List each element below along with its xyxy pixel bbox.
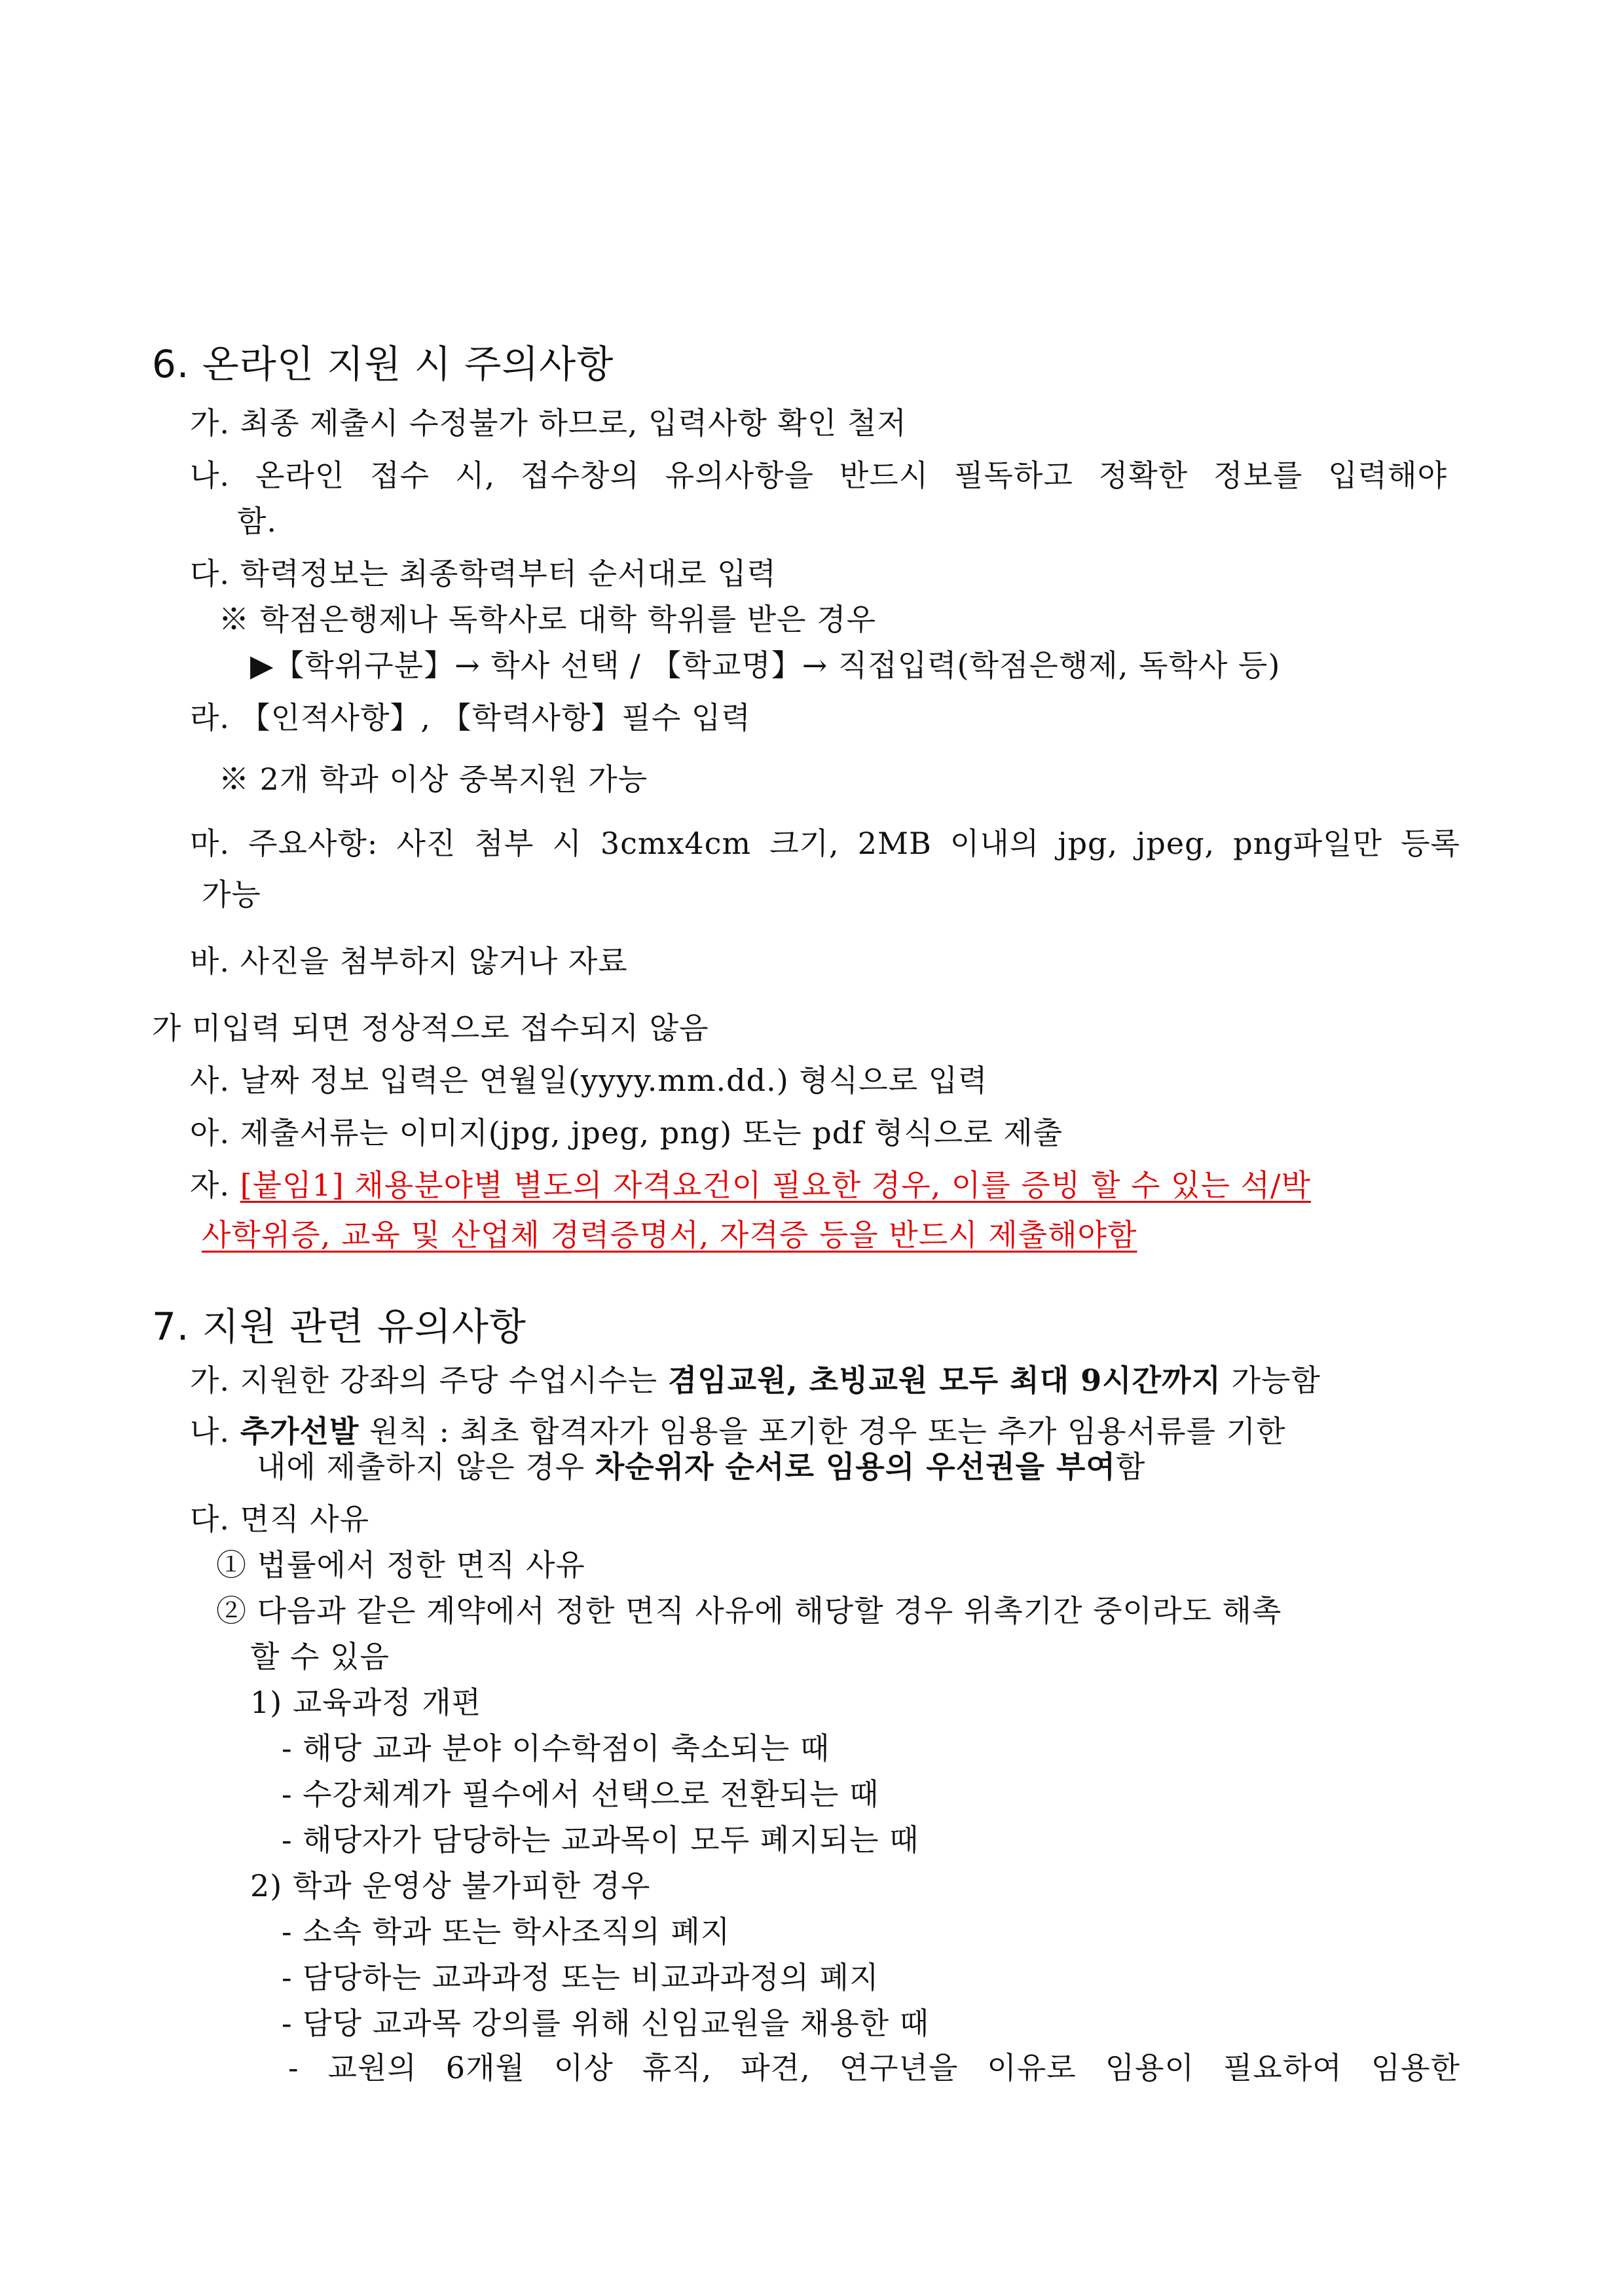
section-7-item-1: ① 법률에서 정한 면직 사유 bbox=[216, 1547, 585, 1583]
section-6-item-ma-line1: 마. 주요사항: 사진 첨부 시 3cmx4cm 크기, 2MB 이내의 jpg, jpeg, png파일만 등록 bbox=[190, 826, 1460, 861]
section-7-sub-2-item: - 담당하는 교과과정 또는 비교과과정의 폐지 bbox=[282, 1960, 879, 1995]
section-7-item-na-bold2: 차순위자 순서로 임용의 우선권을 부여 bbox=[595, 1449, 1116, 1484]
section-7-sub-2-item: - 소속 학과 또는 학사조직의 폐지 bbox=[282, 1914, 731, 1949]
section-6-title: 6. 온라인 지원 시 주의사항 bbox=[152, 342, 614, 386]
section-6-item-ja-highlight-2: 사학위증, 교육 및 산업체 경력증명서, 자격증 등을 반드시 제출해야함 bbox=[202, 1217, 1137, 1253]
section-7-item-na-text1: 원칙 : 최초 합격자가 임용을 포기한 경우 또는 추가 임용서류를 기한 bbox=[359, 1414, 1286, 1449]
section-6-item-na-line1: 나. 온라인 접수 시, 접수창의 유의사항을 반드시 필독하고 정확한 정보를 입력해야 bbox=[190, 458, 1447, 493]
section-6-item-ba-line2: 가 미입력 되면 정상적으로 접수되지 않음 bbox=[152, 1010, 709, 1046]
section-7-item-2-line2: 할 수 있음 bbox=[250, 1639, 390, 1674]
section-7-sub-2-item: - 교원의 6개월 이상 휴직, 파견, 연구년을 이유로 임용이 필요하여 임용한 bbox=[288, 2050, 1460, 2085]
section-7-item-na-bold1: 추가선발 bbox=[240, 1414, 360, 1449]
section-7-item-na-end: 함 bbox=[1115, 1449, 1146, 1484]
section-7-item-ga-text: 가. 지원한 강좌의 주당 수업시수는 bbox=[190, 1363, 668, 1398]
section-7-sub-1-item: - 수강체계가 필수에서 선택으로 전환되는 때 bbox=[282, 1776, 879, 1812]
section-6-item-da: 다. 학력정보는 최종학력부터 순서대로 입력 bbox=[190, 556, 777, 591]
section-6-item-ra: 라. 【인적사항】, 【학력사항】필수 입력 bbox=[190, 700, 751, 735]
section-7-item-na-text2: 내에 제출하지 않은 경우 bbox=[257, 1449, 595, 1484]
section-7-item-da: 다. 면직 사유 bbox=[190, 1501, 370, 1537]
section-7-item-ga bbox=[190, 1361, 1321, 1400]
section-6-item-ja-prefix: 자. bbox=[190, 1167, 240, 1203]
section-7-sub-1: 1) 교육과정 개편 bbox=[250, 1685, 482, 1720]
section-6-item-ja-line1 bbox=[190, 1166, 1311, 1205]
section-7-item-na-prefix: 나. bbox=[190, 1414, 240, 1449]
section-7-sub-1-item: - 해당 교과 분야 이수학점이 축소되는 때 bbox=[282, 1731, 830, 1766]
section-7-title: 7. 지원 관련 유의사항 bbox=[152, 1304, 526, 1349]
section-7-sub-1-item: - 해당자가 담당하는 교과목이 모두 폐지되는 때 bbox=[282, 1822, 919, 1858]
section-6-item-ba-line1: 바. 사진을 첨부하지 않거나 자료 bbox=[190, 944, 628, 979]
section-6-item-da-note: ※ 학점은행제나 독학사로 대학 학위를 받은 경우 bbox=[219, 602, 877, 637]
section-7-item-na-line2 bbox=[257, 1447, 1145, 1486]
section-7-sub-2: 2) 학과 운영상 불가피한 경우 bbox=[250, 1868, 651, 1903]
section-7-item-ga-bold: 겸임교원, 초빙교원 모두 최대 9시간까지 bbox=[667, 1363, 1221, 1398]
section-6-item-ra-note: ※ 2개 학과 이상 중복지원 가능 bbox=[219, 762, 648, 797]
section-6-item-ma-line2: 가능 bbox=[202, 877, 261, 912]
section-7-item-2-line1: ② 다음과 같은 계약에서 정한 면직 사유에 해당할 경우 위촉기간 중이라도 해촉 bbox=[216, 1593, 1282, 1628]
section-7-item-na-line1 bbox=[190, 1412, 1286, 1451]
section-6-item-na-line2: 함. bbox=[237, 504, 278, 539]
section-6-item-ja-line2 bbox=[202, 1215, 1137, 1255]
section-6-item-ja-highlight-1: [붙임1] 채용분야별 별도의 자격요건이 필요한 경우, 이를 증빙 할 수 있는 석/박 bbox=[240, 1167, 1311, 1203]
section-6-item-ga: 가. 최종 제출시 수정불가 하므로, 입력사항 확인 철저 bbox=[190, 405, 907, 441]
section-6-item-a: 아. 제출서류는 이미지(jpg, jpeg, png) 또는 pdf 형식으로 제출 bbox=[190, 1115, 1063, 1150]
section-6-item-sa: 사. 날짜 정보 입력은 연월일(yyyy.mm.dd.) 형식으로 입력 bbox=[190, 1063, 988, 1098]
section-6-item-da-arrow: ▶【학위구분】→ 학사 선택 / 【학교명】→ 직접입력(학점은행제, 독학사 등) bbox=[250, 648, 1281, 683]
section-7-item-ga-end: 가능함 bbox=[1221, 1363, 1321, 1398]
section-7-sub-2-item: - 담당 교과목 강의를 위해 신임교원을 채용한 때 bbox=[282, 2006, 930, 2041]
